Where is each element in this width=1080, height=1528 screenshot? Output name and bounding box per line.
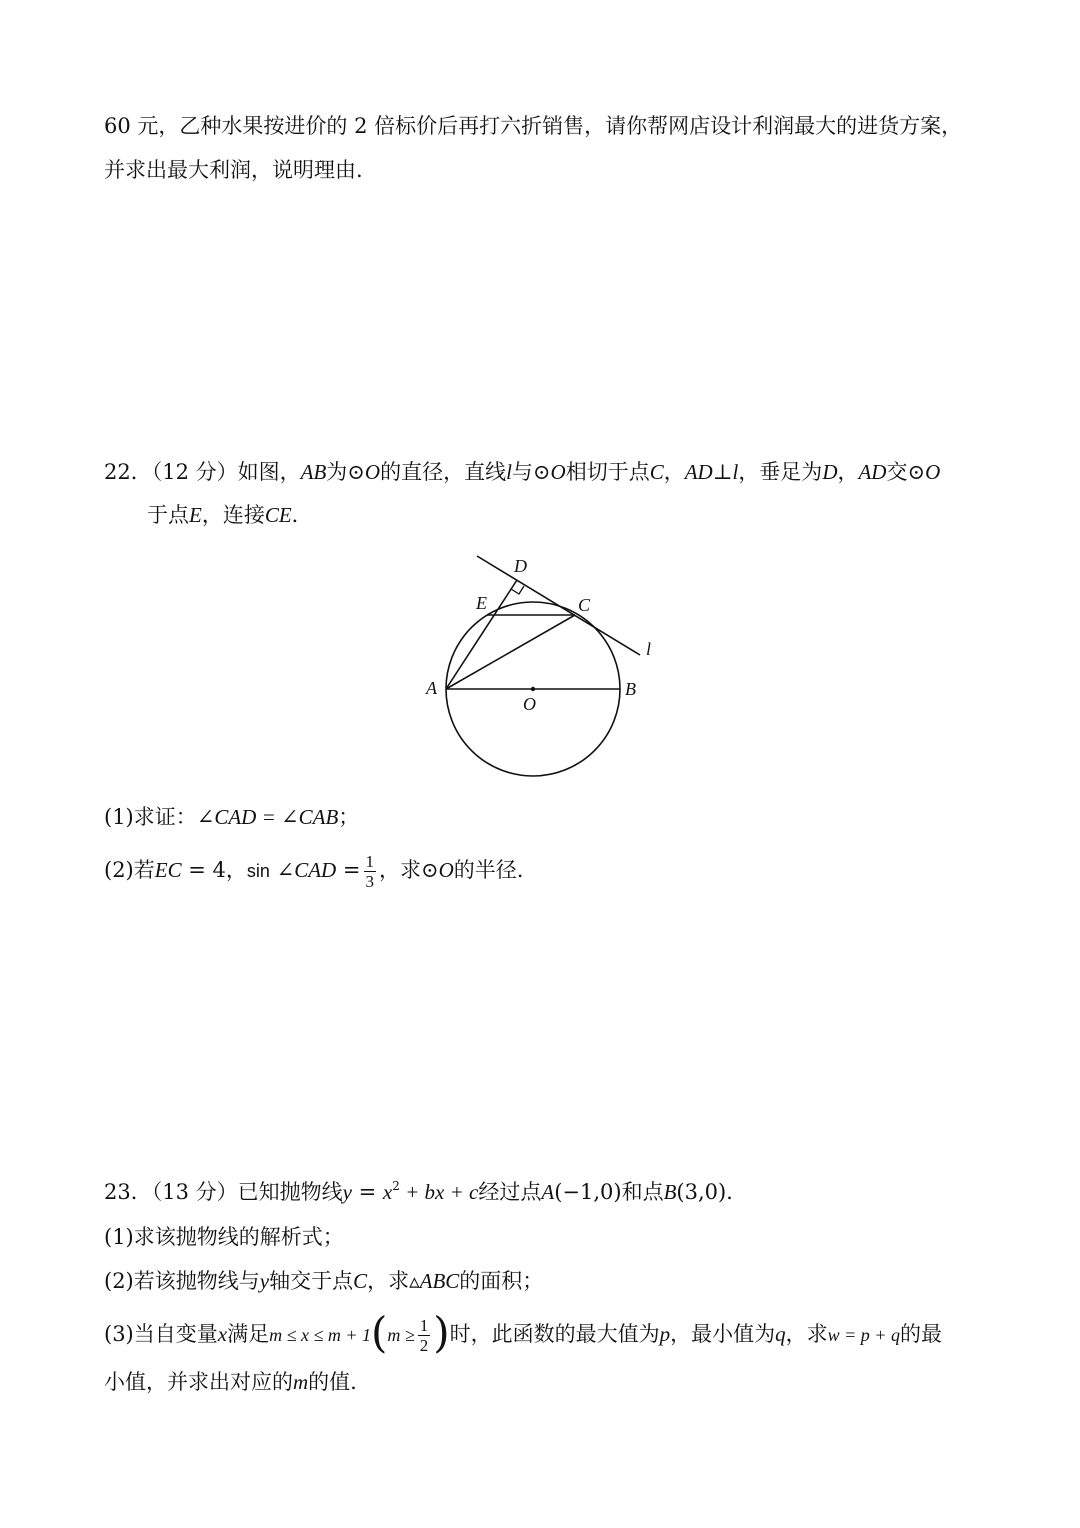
q22-sin: sin bbox=[246, 861, 270, 881]
q23-text: 已知抛物线 bbox=[237, 1180, 343, 1204]
q23-C: C bbox=[353, 1269, 368, 1293]
q22-O: O bbox=[550, 460, 566, 484]
q23-y: y bbox=[342, 1180, 352, 1204]
label-l: l bbox=[646, 639, 652, 659]
q23-rest: + bx + c bbox=[399, 1180, 479, 1204]
segment-AC bbox=[446, 615, 575, 689]
q22-part2-eq: = 4， bbox=[181, 858, 247, 882]
q23-text: ，最小值为 bbox=[670, 1322, 776, 1346]
q22-stem-2 bbox=[147, 500, 313, 530]
q22-text: 与⊙ bbox=[511, 460, 551, 484]
fraction-one-half bbox=[418, 1317, 431, 1354]
q22-text: 于点 bbox=[147, 503, 189, 527]
q23-y: y bbox=[259, 1269, 270, 1293]
q22-EC: EC bbox=[154, 858, 182, 882]
fraction-numerator: 1 bbox=[365, 852, 374, 871]
q22-AD: AD bbox=[858, 460, 887, 484]
q22-eq2: = bbox=[336, 858, 361, 882]
q22-text: ，连接 bbox=[201, 503, 265, 527]
q23-text: 和点 bbox=[621, 1180, 664, 1204]
q22-C: C bbox=[649, 460, 664, 484]
q23-part-3-cont bbox=[104, 1367, 357, 1397]
fraction-denominator: 3 bbox=[365, 872, 374, 891]
q23-part-3 bbox=[104, 1308, 942, 1357]
q23-B: B bbox=[663, 1180, 677, 1204]
label-B: B bbox=[625, 679, 636, 699]
q22-text: 为⊙ bbox=[326, 460, 365, 484]
q23-q: q bbox=[775, 1322, 786, 1346]
q22-l: l bbox=[732, 460, 739, 484]
q22-part1-expr: ∠CAD = ∠CAB bbox=[196, 805, 339, 829]
q22-D: D bbox=[822, 460, 838, 484]
q23-number: 23． bbox=[104, 1180, 152, 1204]
q23-text: 满足 bbox=[227, 1322, 270, 1346]
q23-x: x bbox=[382, 1180, 393, 1204]
q22-angle: ∠CAD bbox=[276, 858, 337, 882]
q22-part2-tail: 的半径. bbox=[453, 858, 524, 882]
q23-text: 小值，并求出对应的 bbox=[104, 1370, 293, 1394]
q22-part1-label: (1)求证： bbox=[104, 805, 197, 829]
fraction-one-third bbox=[364, 853, 377, 890]
q22-O: O bbox=[925, 460, 941, 484]
fraction-denominator: 2 bbox=[419, 1336, 429, 1355]
q22-part1-end: ； bbox=[338, 805, 360, 829]
label-A: A bbox=[426, 678, 437, 698]
q22-text: ． bbox=[291, 503, 313, 527]
q22-AD: AD bbox=[684, 460, 713, 484]
label-E: E bbox=[476, 593, 487, 613]
q23-part-2 bbox=[104, 1266, 543, 1296]
q22-text: ， bbox=[837, 460, 859, 484]
q23-text: (3)当自变量 bbox=[104, 1322, 218, 1346]
q23-text: 轴交于点 bbox=[269, 1269, 354, 1293]
center-dot bbox=[531, 687, 535, 691]
label-C: C bbox=[578, 595, 591, 615]
q23-stem bbox=[104, 1171, 747, 1207]
q22-text: 如图， bbox=[237, 460, 301, 484]
label-O: O bbox=[523, 694, 536, 714]
q22-text: 的直径，直线 bbox=[380, 460, 507, 484]
q23-A: A bbox=[541, 1180, 555, 1204]
q22-l: l bbox=[506, 460, 512, 484]
q22-text: ， bbox=[663, 460, 685, 484]
q22-part2-label: (2)若 bbox=[104, 858, 155, 882]
q23-triangle: ▵ABC bbox=[409, 1269, 460, 1293]
q22-text: ，垂足为 bbox=[738, 460, 823, 484]
q23-text: (2)若该抛物线与 bbox=[104, 1269, 260, 1293]
q23-score: （13 分） bbox=[151, 1180, 238, 1204]
q23-A-point: (−1,0) bbox=[554, 1180, 622, 1204]
tangent-line-l bbox=[477, 556, 640, 655]
q22-O: O bbox=[364, 460, 381, 484]
q21-line-2: 并求出最大利润，说明理由. bbox=[104, 158, 363, 182]
q23-text: ． bbox=[726, 1180, 748, 1204]
q23-text: 经过点 bbox=[478, 1180, 542, 1204]
q23-range: m ≤ x ≤ m + 1 bbox=[269, 1325, 371, 1345]
q23-x: x bbox=[217, 1322, 228, 1346]
q23-text: 的面积； bbox=[459, 1269, 544, 1293]
right-paren: ) bbox=[433, 1308, 450, 1357]
q23-text: 的最 bbox=[899, 1322, 942, 1346]
q22-geometry-figure bbox=[400, 545, 680, 785]
q23-square: 2 bbox=[392, 1179, 400, 1193]
q22-perp: ⊥ bbox=[712, 460, 733, 484]
q22-O: O bbox=[438, 858, 454, 882]
q22-text: 交⊙ bbox=[886, 460, 926, 484]
q23-w: w = p + q bbox=[827, 1325, 900, 1345]
q22-score: （12 分） bbox=[151, 460, 238, 484]
q22-CE: CE bbox=[264, 503, 292, 527]
q22-AB: AB bbox=[300, 460, 327, 484]
q23-p: p bbox=[659, 1322, 671, 1346]
q23-text: ，求 bbox=[785, 1322, 828, 1346]
q23-condition: m ≥ bbox=[387, 1325, 415, 1345]
q23-text: ，求 bbox=[367, 1269, 410, 1293]
q22-stem bbox=[104, 457, 940, 487]
q22-part2-end: ，求⊙ bbox=[379, 858, 439, 882]
q23-text: 的值. bbox=[308, 1370, 357, 1394]
q23-text: 时，此函数的最大值为 bbox=[449, 1322, 660, 1346]
left-paren: ( bbox=[370, 1308, 388, 1357]
q23-eq: = bbox=[351, 1180, 383, 1204]
q23-B-point: (3,0) bbox=[676, 1180, 727, 1204]
q22-number: 22． bbox=[104, 460, 152, 484]
q22-part-2 bbox=[104, 853, 523, 890]
q22-text: 相切于点 bbox=[565, 460, 650, 484]
q21-line-1: 60 元，乙种水果按进价的 2 倍标价后再打六折销售，请你帮网店设计利润最大的进货方案， bbox=[104, 114, 963, 138]
q23-m: m bbox=[293, 1370, 309, 1394]
q22-part-1 bbox=[104, 802, 359, 832]
label-D: D bbox=[514, 556, 527, 576]
q22-E: E bbox=[189, 503, 202, 527]
fraction-numerator: 1 bbox=[419, 1316, 429, 1335]
q23-part-1: (1)求该抛物线的解析式； bbox=[104, 1225, 344, 1249]
